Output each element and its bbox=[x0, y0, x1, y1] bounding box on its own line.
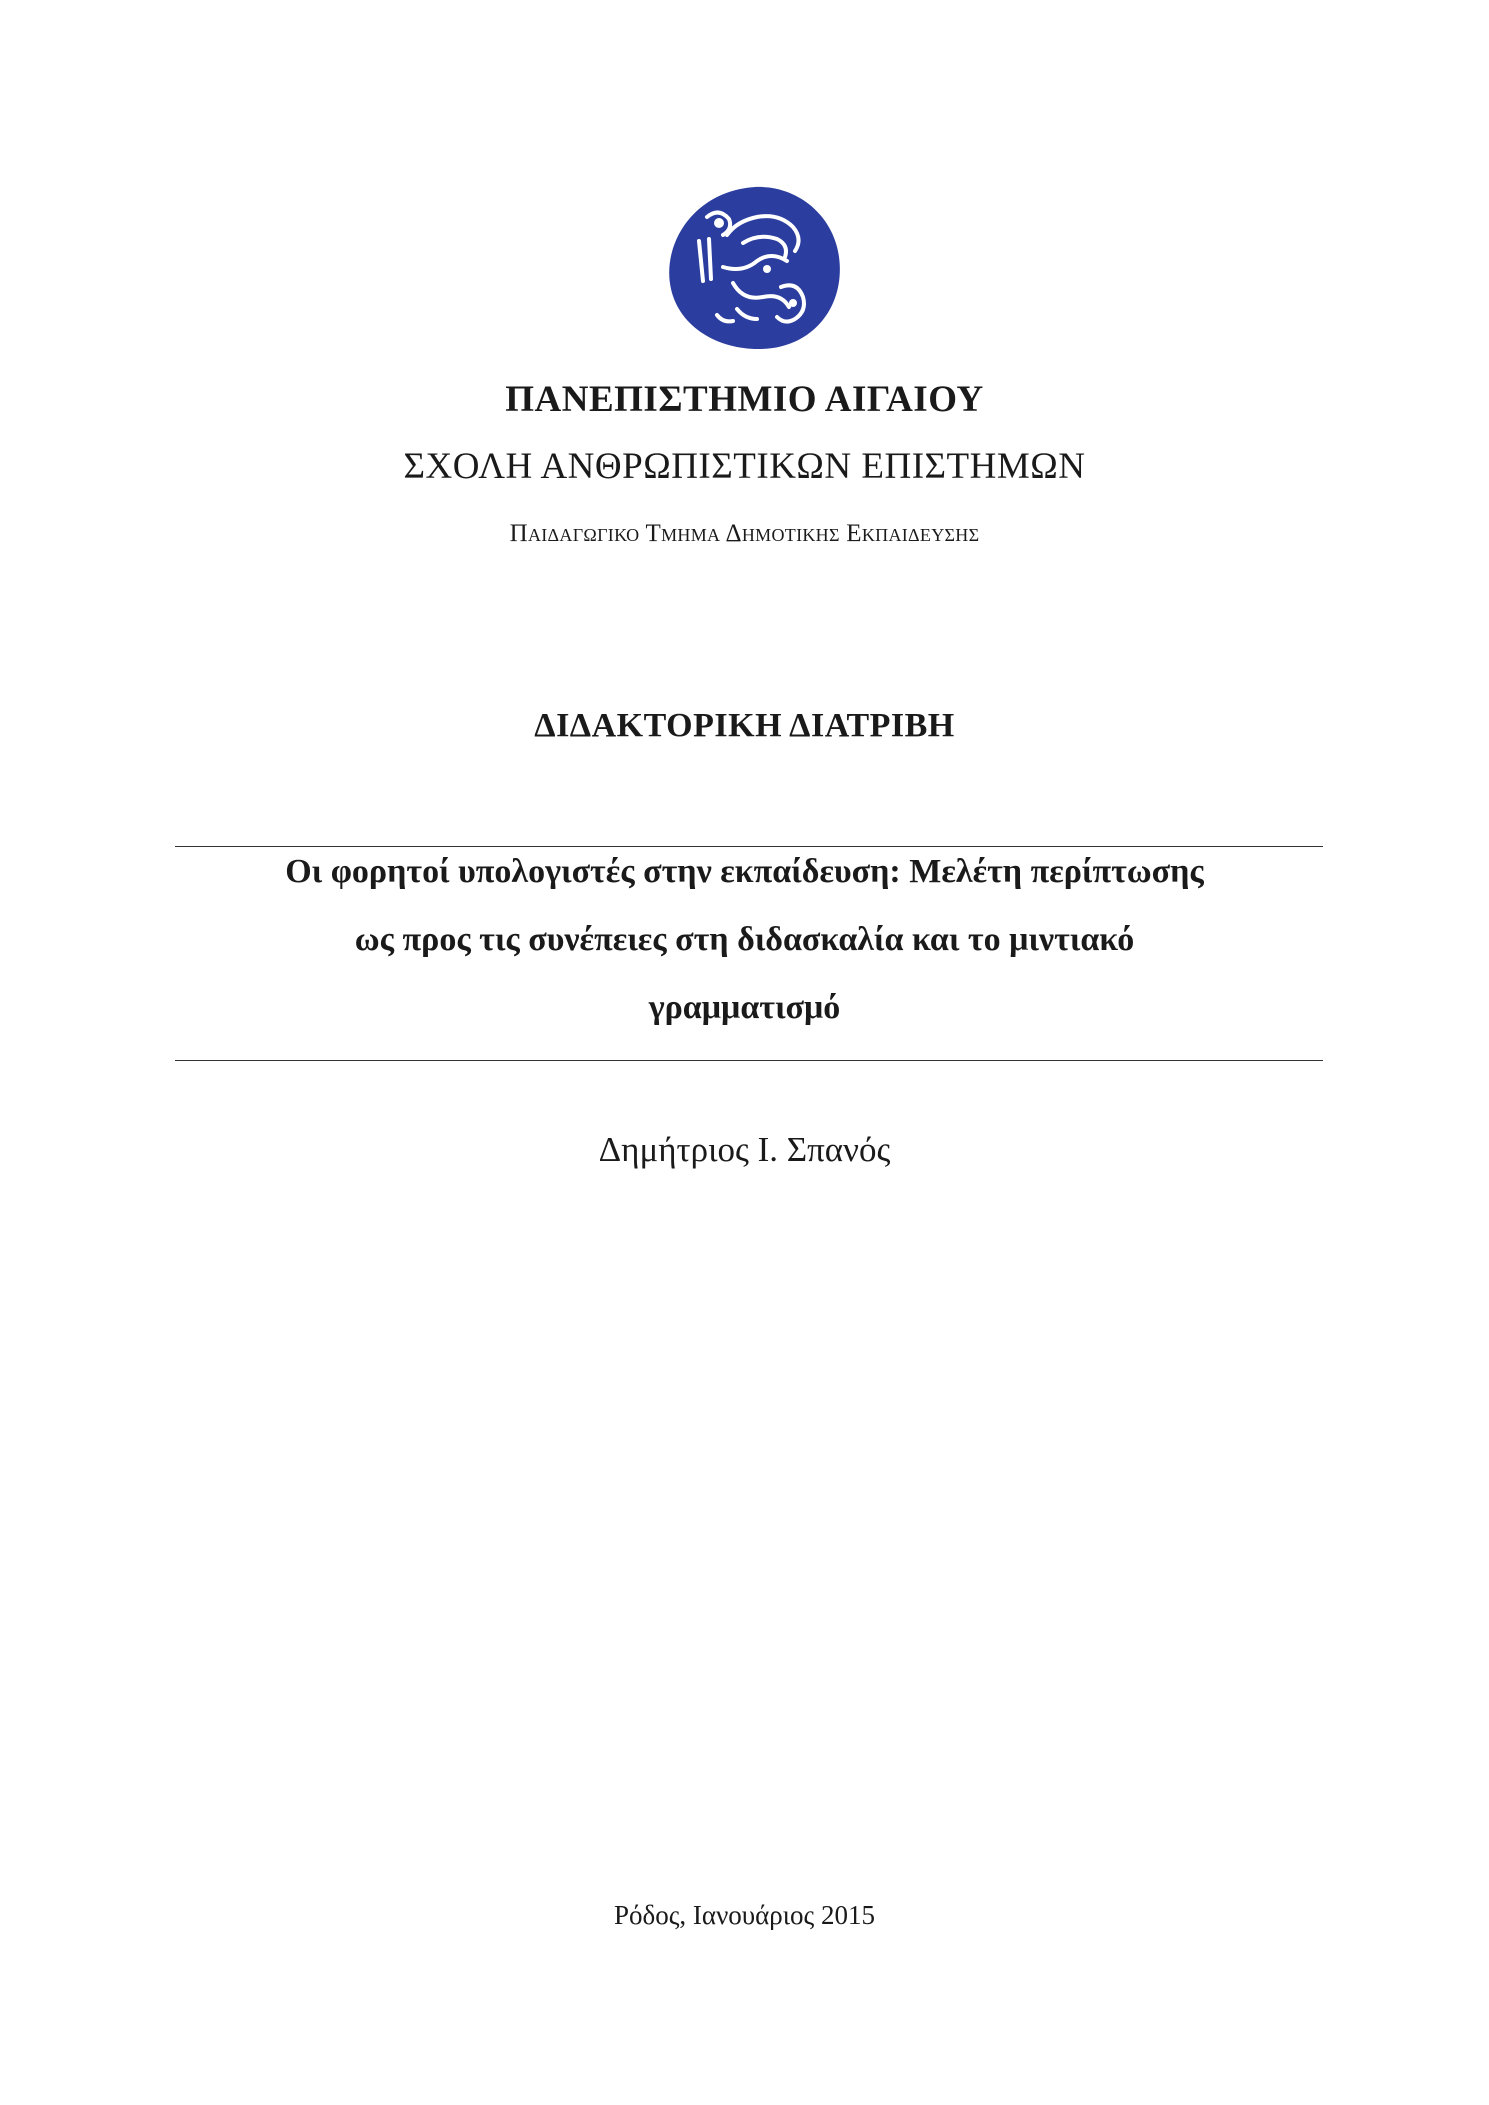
title-rule-bottom bbox=[175, 1060, 1323, 1061]
department-name: Παιδαγωγικο Τμημα Δημοτικης Εκπαιδευσης bbox=[509, 520, 980, 547]
place-date: Ρόδος, Ιανουάριος 2015 bbox=[614, 1900, 875, 1930]
title-rule-top bbox=[175, 846, 1323, 847]
school-name: ΣΧΟΛΗ ΑΝΘΡΩΠΙΣΤΙΚΩΝ ΕΠΙΣΤΗΜΩΝ bbox=[403, 446, 1086, 487]
thesis-title-line: γραμματισμό bbox=[648, 989, 841, 1026]
thesis-title-line: Οι φορητοί υπολογιστές στην εκπαίδευση: Μελέτη περίπτωσης bbox=[285, 853, 1204, 890]
thesis-title-line: ως προς τις συνέπειες στη διδασκαλία και το μιντιακό bbox=[354, 921, 1135, 958]
author-name: Δημήτριος Ι. Σπανός bbox=[598, 1130, 891, 1169]
university-seal-icon bbox=[663, 183, 843, 351]
university-name: ΠΑΝΕΠΙΣΤΗΜΙΟ ΑΙΓΑΙΟΥ bbox=[505, 379, 984, 420]
thesis-type: ΔΙΔΑΚΤΟΡΙΚΗ ΔΙΑΤΡΙΒΗ bbox=[534, 707, 955, 744]
